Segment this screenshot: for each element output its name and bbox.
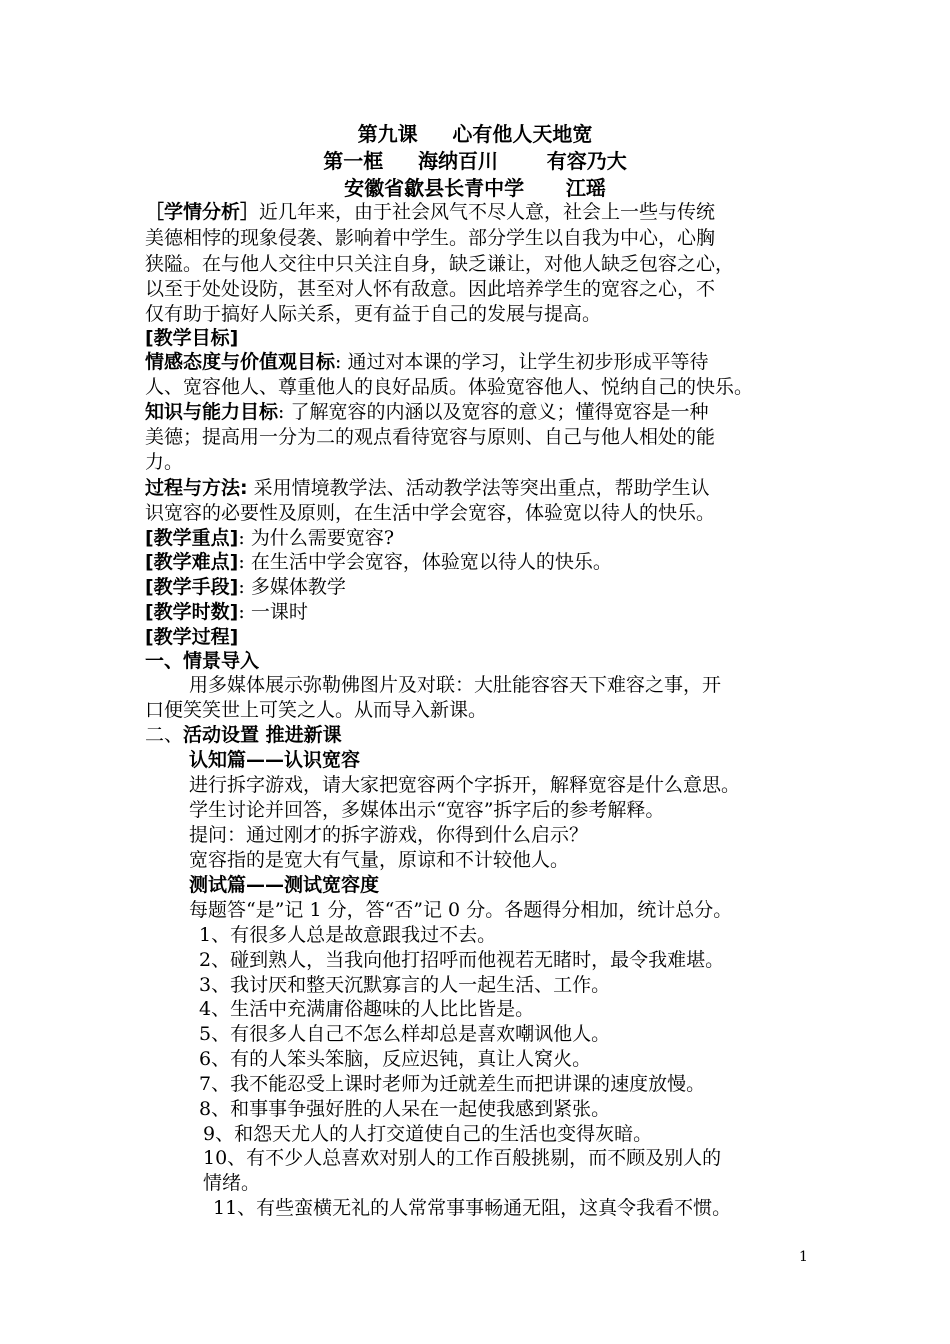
emotion-goal-line-2: 人、宽容他人、尊重他人的良好品质。体验宽容他人、悦纳自己的快乐。 (145, 376, 754, 398)
analysis-line-5: 仅有助于搞好人际关系，更有益于自己的发展与提高。 (145, 303, 602, 325)
goals-heading: [教学目标] (145, 327, 239, 349)
part1-line-1: 用多媒体展示弥勒佛图片及对联：大肚能容容天下难容之事，开 (189, 674, 722, 696)
question-item: 11、有些蛮横无礼的人常常事事畅通无阻，这真令我看不惯。 (213, 1197, 732, 1219)
test-title: 测试篇——测试宽容度 (189, 874, 380, 896)
page-number: 1 (799, 1249, 808, 1265)
question-item: 9、和怨天尤人的人打交道使自己的生活也变得灰暗。 (203, 1123, 653, 1145)
analysis-line-3: 狭隘。在与他人交往中只关注自身，缺乏谦让，对他人缺乏包容之心， (145, 253, 735, 275)
question-item: 1、有很多人总是故意跟我过不去。 (199, 924, 497, 946)
teaching-means-line: [教学手段]: 多媒体教学 (145, 576, 346, 598)
author-line: 安徽省歙县长青中学 江瑶 (344, 176, 606, 200)
difficulty-label: [教学难点] (145, 551, 239, 573)
cognition-line-4: 宽容指的是宽大有气量，原谅和不计较他人。 (189, 849, 570, 871)
part2-title-line: 二、活动设置 推进新课 (145, 724, 342, 746)
class-hours-line: [教学时数]: 一课时 (145, 601, 308, 623)
question-item: 2、碰到熟人，当我向他打招呼而他视若无睹时，最令我难堪。 (199, 949, 725, 971)
process-heading: [教学过程] (145, 626, 239, 648)
question-item: 4、生活中充满庸俗趣味的人比比皆是。 (199, 998, 535, 1020)
question-item-continued: 情绪。 (203, 1172, 261, 1194)
cognition-line-3: 提问：通过刚才的拆字游戏，你得到什么启示？ (189, 824, 589, 846)
process-method-line-1: 过程与方法: 采用情境教学法、活动教学法等突出重点，帮助学生认 (145, 477, 710, 499)
part1-title: 一、情景导入 (145, 650, 260, 672)
difficulty-line: [教学难点]: 在生活中学会宽容，体验宽以待人的快乐。 (145, 551, 612, 573)
question-item: 6、有的人笨头笨脑，反应迟钝，真让人窝火。 (199, 1048, 592, 1070)
knowledge-goal-label: 知识与能力目标 (145, 401, 279, 423)
question-item: 5、有很多人自己不怎么样却总是喜欢嘲讽他人。 (199, 1023, 611, 1045)
analysis-label: ［学情分析］ (145, 201, 260, 223)
knowledge-goal-line-1: 知识与能力目标: 了解宽容的内涵以及宽容的意义；懂得宽容是一种 (145, 401, 709, 423)
cognition-title: 认知篇——认识宽容 (189, 749, 361, 771)
teaching-means-label: [教学手段] (145, 576, 239, 598)
analysis-line-2: 美德相悖的现象侵袭、影响着中学生。部分学生以自我为中心，心胸 (145, 227, 716, 249)
analysis-line-4: 以至于处处设防，甚至对人怀有敌意。因此培养学生的宽容之心，不 (145, 278, 716, 300)
knowledge-goal-line-2: 美德；提高用一分为二的观点看待宽容与原则、自己与他人相处的能 (145, 426, 716, 448)
emotion-goal-label: 情感态度与价值观目标 (145, 351, 336, 373)
lesson-title: 第九课 心有他人天地宽 (357, 122, 593, 146)
process-method-line-2: 识宽容的必要性及原则，在生活中学会宽容，体验宽以待人的快乐。 (145, 502, 716, 524)
question-item: 10、有不少人总喜欢对别人的工作百般挑剔，而不顾及别人的 (203, 1147, 722, 1169)
part1-line-2: 口便笑笑世上可笑之人。从而导入新课。 (145, 699, 488, 721)
cognition-line-2: 学生讨论并回答，多媒体出示“宽容”拆字后的参考解释。 (189, 799, 665, 821)
question-item: 7、我不能忍受上课时老师为迁就差生而把讲课的速度放慢。 (199, 1073, 706, 1095)
question-item: 8、和事事争强好胜的人呆在一起使我感到紧张。 (199, 1098, 611, 1120)
key-point-label: [教学重点] (145, 527, 239, 549)
frame-title: 第一框 海纳百川 有容乃大 (323, 149, 627, 173)
test-intro: 每题答“是”记 1 分，答“否”记 0 分。各题得分相加，统计总分。 (189, 899, 733, 921)
key-point-line: [教学重点]: 为什么需要宽容? (145, 527, 395, 549)
emotion-goal-line-1: 情感态度与价值观目标: 通过对本课的学习，让学生初步形成平等待 (145, 351, 709, 373)
knowledge-goal-line-3: 力。 (145, 451, 184, 473)
part2-title: 活动设置 推进新课 (183, 724, 342, 746)
class-hours-label: [教学时数] (145, 601, 239, 623)
question-item: 3、我讨厌和整天沉默寡言的人一起生活、工作。 (199, 974, 611, 996)
analysis-line-1: ［学情分析］近几年来，由于社会风气不尽人意，社会上一些与传统 (145, 201, 716, 223)
process-method-label: 过程与方法: (145, 477, 248, 499)
cognition-line-1: 进行拆字游戏，请大家把宽容两个字拆开，解释宽容是什么意思。 (189, 774, 741, 796)
